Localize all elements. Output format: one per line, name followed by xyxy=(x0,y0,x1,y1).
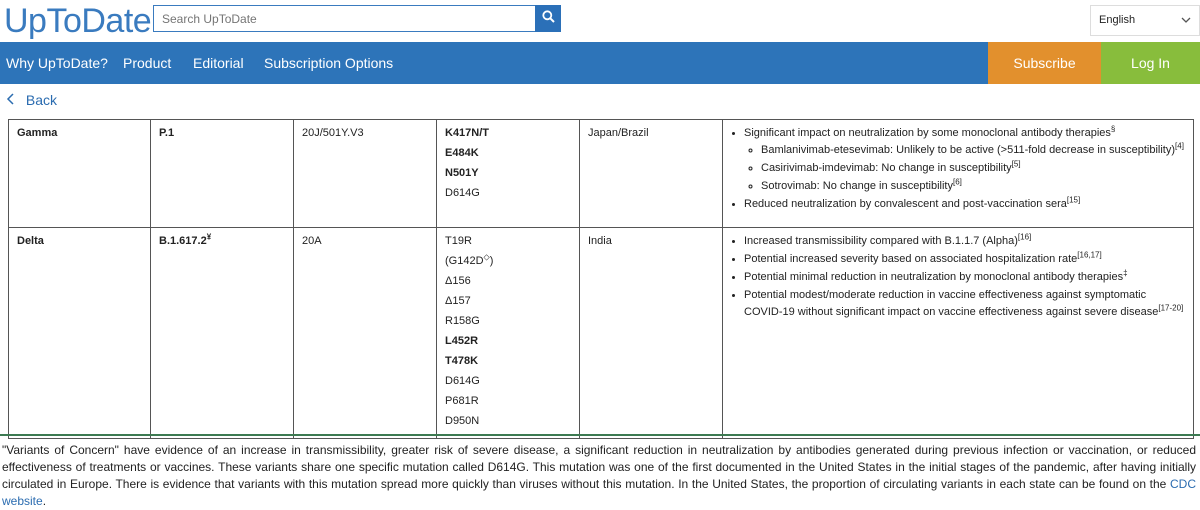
variant-name: Delta xyxy=(9,228,151,439)
variant-location: India xyxy=(580,228,723,439)
variant-clade: 20J/501Y.V3 xyxy=(294,120,437,228)
mutation: T19R xyxy=(445,235,472,247)
attribute-item: • Increased transmissibility compared with B.1.1.7 (Alpha)[16] xyxy=(744,233,1185,250)
mutation: P681R xyxy=(445,395,479,407)
search-box xyxy=(153,5,561,32)
table-row-gamma xyxy=(9,120,1194,228)
table-row-delta xyxy=(9,228,1194,439)
variant-attributes xyxy=(723,120,1194,228)
nav-editorial[interactable]: Editorial xyxy=(193,55,244,71)
variant-clade: 20A xyxy=(294,228,437,439)
attribute-item: • Significant impact on neutralization by some monoclonal antibody therapies§ ◦ Bamlanivimab-etesevimab: Unlikely to be active (>511-fold decrease in susceptibility)[4] ◦ Casirivimab-imdevimab: No change in susceptibility[5] ◦ Sotrovimab: No change in susceptibility[6] xyxy=(744,125,1185,195)
variant-mutations xyxy=(437,228,580,439)
uptodate-logo[interactable]: UpToDate xyxy=(4,2,152,40)
mutation: Δ156 xyxy=(445,275,471,287)
nav-product[interactable]: Product xyxy=(123,55,172,71)
search-icon xyxy=(542,10,555,28)
mutation: D950N xyxy=(445,415,480,427)
search-input[interactable] xyxy=(154,6,540,31)
mutation: (G142D◇) xyxy=(445,252,494,267)
attribute-subitem: ◦ Casirivimab-imdevimab: No change in susceptibility[5] xyxy=(761,160,1185,177)
mutation: E484K xyxy=(445,147,479,159)
attribute-item: • Potential increased severity based on associated hospitalization rate[16,17] xyxy=(744,251,1185,268)
subscribe-button[interactable]: Subscribe xyxy=(988,42,1101,84)
nav-why-uptodate[interactable]: Why UpToDate? xyxy=(6,55,108,71)
attribute-item: • Potential modest/moderate reduction in vaccine effectiveness against symptomatic COVID-19 without significant impact on vaccine effectiveness against severe disease[17-20] xyxy=(744,287,1185,321)
search-button[interactable] xyxy=(535,5,561,32)
chevron-down-icon xyxy=(1181,6,1191,47)
attribute-item: • Potential minimal reduction in neutralization by monoclonal antibody therapies‡ xyxy=(744,269,1185,286)
mutation: D614G xyxy=(445,375,480,387)
back-link[interactable]: Back xyxy=(6,92,57,108)
login-button[interactable]: Log In xyxy=(1101,42,1200,84)
variant-lineage: B.1.617.2¥ xyxy=(151,228,294,439)
variant-mutations xyxy=(437,120,580,228)
variants-table xyxy=(8,119,1194,439)
variants-footnote: "Variants of Concern" have evidence of an increase in transmissibility, greater risk of severe disease, a significant reduction in neutralization by antibodies generated during previous infection or vaccination, or reduced effectiveness of treatments or vaccines. These variants share one specific mutation called D614G. This mutation was one of the first documented in the United States in the initial stages of the pandemic, after having initially circulated in Europe. There is evidence that variants with this mutation spread more quickly than viruses without this mutation. In the United States, the proportion of circulating variants in each state can be found on the CDC website. xyxy=(0,434,1200,504)
variant-lineage: P.1 xyxy=(151,120,294,228)
cdc-website-link[interactable]: CDC website xyxy=(2,477,1196,508)
attribute-subitem: ◦ Sotrovimab: No change in susceptibility[6] xyxy=(761,178,1185,195)
chevron-left-icon xyxy=(6,92,18,108)
attribute-subitem: ◦ Bamlanivimab-etesevimab: Unlikely to be active (>511-fold decrease in susceptibility)[4] xyxy=(761,142,1185,159)
header xyxy=(0,0,1200,42)
mutation: N501Y xyxy=(445,167,479,179)
variant-name: Gamma xyxy=(9,120,151,228)
language-select[interactable]: English xyxy=(1090,5,1200,36)
mutation: D614G xyxy=(445,187,480,199)
variant-location: Japan/Brazil xyxy=(580,120,723,228)
attribute-item: • Reduced neutralization by convalescent and post-vaccination sera[15] xyxy=(744,196,1185,213)
nav-subscription-options[interactable]: Subscription Options xyxy=(264,55,394,71)
mutation: Δ157 xyxy=(445,295,471,307)
main-nav xyxy=(0,42,1200,84)
mutation: R158G xyxy=(445,315,480,327)
mutation: T478K xyxy=(445,355,479,367)
mutation: K417N/T xyxy=(445,127,490,139)
mutation: L452R xyxy=(445,335,479,347)
variant-attributes xyxy=(723,228,1194,439)
